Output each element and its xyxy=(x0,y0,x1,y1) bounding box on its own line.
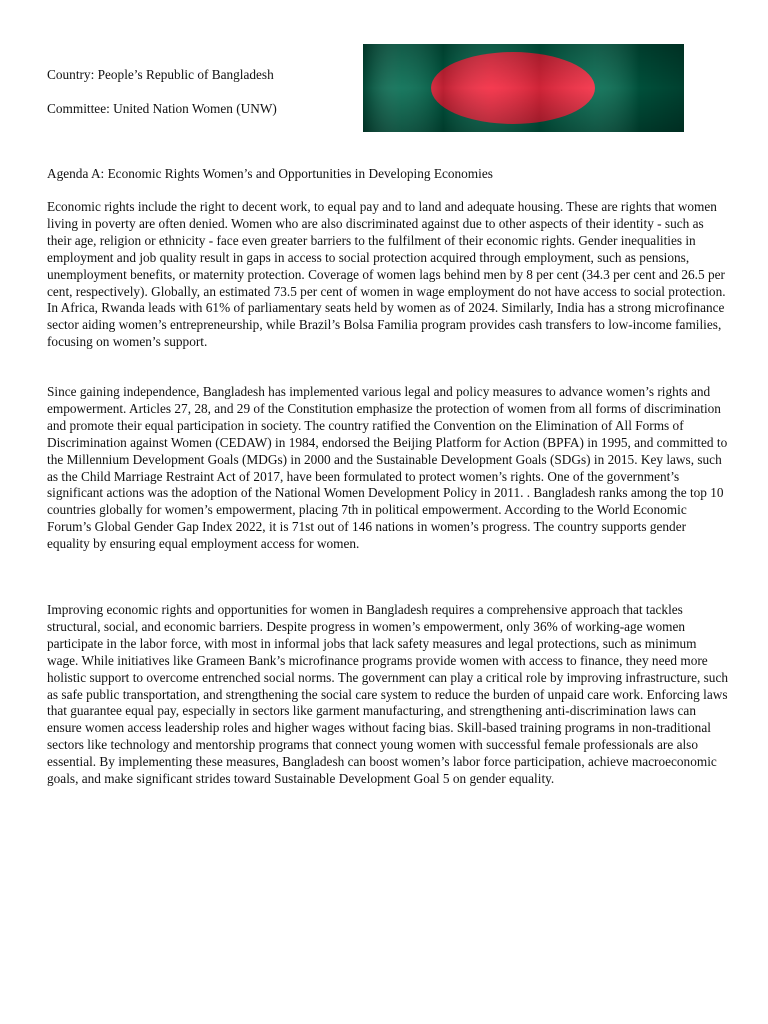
paragraph-text: Economic rights include the right to decent work, to equal pay and to land and adequate housing. These are rights that women living in poverty are often denied. Women who are also discriminated against due to other aspects of their identity - such as their age, religion or ethnicity - face even greater barriers to the fulfilment of their economic rights. Gender inequalities in employment and job quality result in gaps in access to social protection acquired through employment, such as pensions, unemployment benefits, or maternity protection. Coverage of women lags behind men by 8 per cent (34.3 per cent and 26.5 per cent, respectively). Globally, an estimated 73.5 per cent of women in wage employment do not have access to social protection. In Africa, Rwanda leads with 61% of parliamentary seats held by women as of 2024. Similarly, India has a strong microfinance sector aiding women’s entrepreneurship, while Brazil’s Bolsa Familia program provides cash transfers to low-income families, focusing on women’s support. xyxy=(47,199,726,350)
bangladesh-flag-icon xyxy=(363,44,684,132)
country-line: Country: People’s Republic of Bangladesh xyxy=(47,67,274,82)
agenda-title: Agenda A: Economic Rights Women’s and Opportunities in Developing Economies xyxy=(47,166,493,181)
paragraph-text: Since gaining independence, Bangladesh has implemented various legal and policy measures to advance women’s rights and empowerment. Articles 27, 28, and 29 of the Constitution emphasize the protection of women from all forms of discrimination and promote their equal participation in society. The country ratified the Convention on the Elimination of All Forms of Discrimination against Women (CEDAW) in 1984, endorsed the Beijing Platform for Action (BPFA) in 1995, and committed to the Millennium Development Goals (MDGs) in 2000 and the Sustainable Development Goals (SDGs) in 2015. Key laws, such as the Child Marriage Restraint Act of 2017, have been formulated to protect women’s rights. One of the government’s significant actions was the adoption of the National Women Development Policy in 2011. . Bangladesh ranks among the top 10 countries globally for women’s empowerment, placing 7th in political empowerment. According to the World Economic Forum’s Global Gender Gap Index 2022, it is 71st out of 146 nations in women’s progress. The country supports gender equality by ensuring equal employment access for women. xyxy=(47,384,728,552)
body-paragraph-improving-opportunities xyxy=(47,602,729,788)
body-paragraph-economic-rights xyxy=(47,199,729,351)
body-paragraph-bangladesh-measures xyxy=(47,384,729,553)
paragraph-text: Improving economic rights and opportunities for women in Bangladesh requires a comprehensive approach that tackles structural, social, and economic barriers. Despite progress in women’s empowerment, only 36% of working-age women participate in the labor force, with most in informal jobs that lack safety measures and legal protections, such as minimum wage. While initiatives like Grameen Bank’s microfinance programs provide women with access to finance, they need more holistic support to overcome entrenched social norms. The government can play a critical role by improving infrastructure, such as safe public transportation, and strengthening the social care system to reduce the burden of unpaid care work. Enforcing laws that guarantee equal pay, especially in sectors like garment manufacturing, and strengthening anti-discrimination laws can ensure women access leadership roles and higher wages without facing bias. Skill-based training programs in non-traditional sectors like technology and mentorship programs that connect young women with successful female professionals are also essential. By implementing these measures, Bangladesh can boost women’s labor force participation, achieve macroeconomic goals, and make significant strides toward Sustainable Development Goal 5 on gender equality. xyxy=(47,602,729,787)
committee-line: Committee: United Nation Women (UNW) xyxy=(47,101,277,116)
